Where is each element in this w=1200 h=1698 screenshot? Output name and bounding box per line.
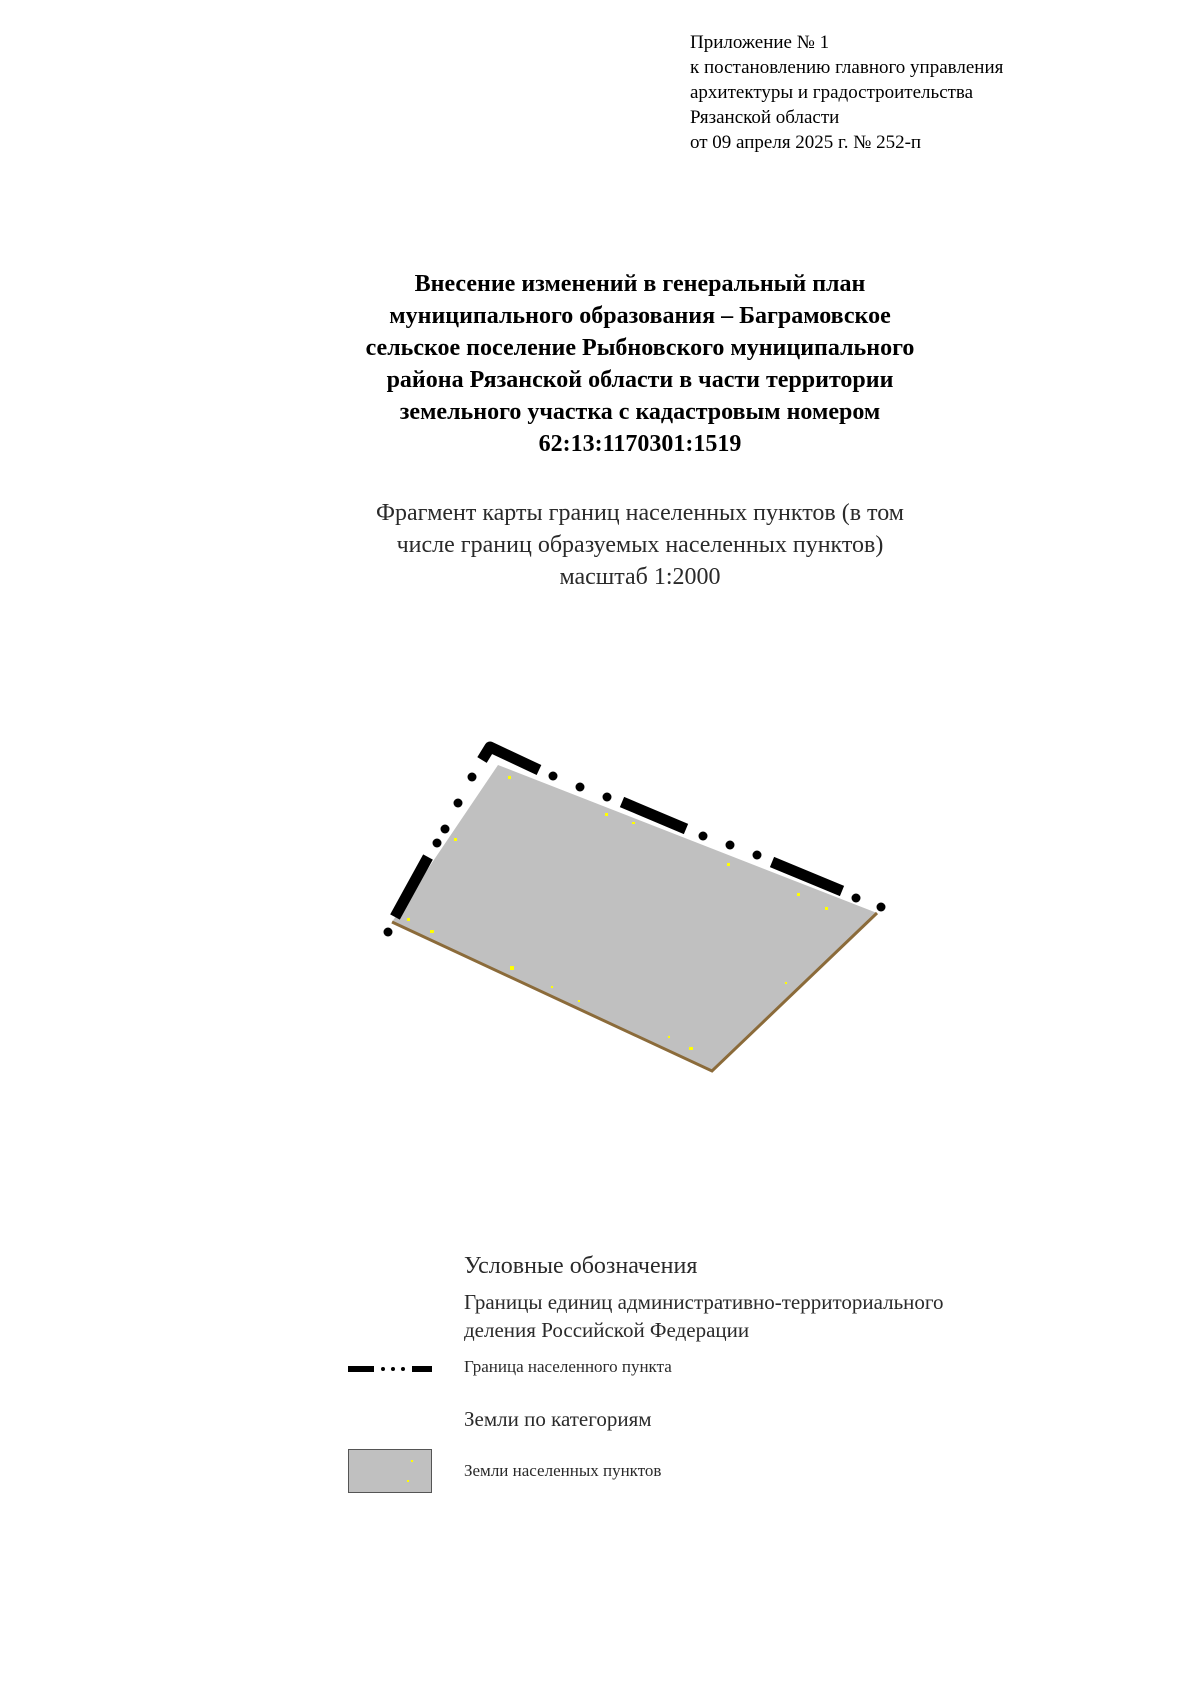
settlement-lands-label: Земли населенных пунктов bbox=[464, 1461, 662, 1480]
land-parcel bbox=[392, 765, 877, 1071]
appendix-block bbox=[690, 30, 1170, 155]
legend-group-line: деления Российской Федерации bbox=[464, 1318, 750, 1342]
title-line: муниципального образования – Баграмовское bbox=[389, 303, 891, 329]
legend-title: Условные обозначения bbox=[464, 1253, 698, 1279]
legend-land-categories-heading: Земли по категориям bbox=[464, 1407, 652, 1431]
subtitle-line: числе границ образуемых населенных пунктов) bbox=[396, 532, 884, 558]
document-title bbox=[260, 268, 1020, 460]
subtitle-line: Фрагмент карты границ населенных пунктов (в том bbox=[376, 500, 904, 526]
appendix-line: Приложение № 1 bbox=[690, 32, 830, 53]
map-subtitle bbox=[260, 497, 1020, 593]
appendix-line: к постановлению главного управления bbox=[690, 57, 1004, 78]
speckle bbox=[411, 1460, 413, 1462]
title-line: 62:13:1170301:1519 bbox=[538, 431, 742, 457]
title-line: Внесение изменений в генеральный план bbox=[414, 271, 866, 297]
settlement-lands-symbol bbox=[348, 1449, 432, 1493]
settlement-boundary-symbol bbox=[348, 1364, 432, 1374]
settlement-boundary bbox=[384, 747, 886, 937]
title-line: земельного участка с кадастровым номером bbox=[399, 399, 881, 425]
appendix-line: архитектуры и градостроительства bbox=[690, 82, 974, 103]
speckle bbox=[407, 1480, 409, 1482]
parcel-edge bbox=[392, 913, 877, 1071]
subtitle-line: масштаб 1:2000 bbox=[559, 564, 721, 590]
title-line: сельское поселение Рыбновского муниципального bbox=[365, 335, 915, 361]
parcel-speckles bbox=[407, 776, 828, 1050]
settlement-boundary-label: Граница населенного пункта bbox=[464, 1357, 672, 1376]
appendix-line: от 09 апреля 2025 г. № 252-п bbox=[690, 132, 922, 153]
appendix-line: Рязанской области bbox=[690, 107, 840, 128]
legend-admin-boundaries-heading bbox=[464, 1288, 944, 1344]
legend-group-line: Границы единиц административно-территориального bbox=[464, 1290, 944, 1314]
title-line: района Рязанской области в части территории bbox=[386, 367, 894, 393]
